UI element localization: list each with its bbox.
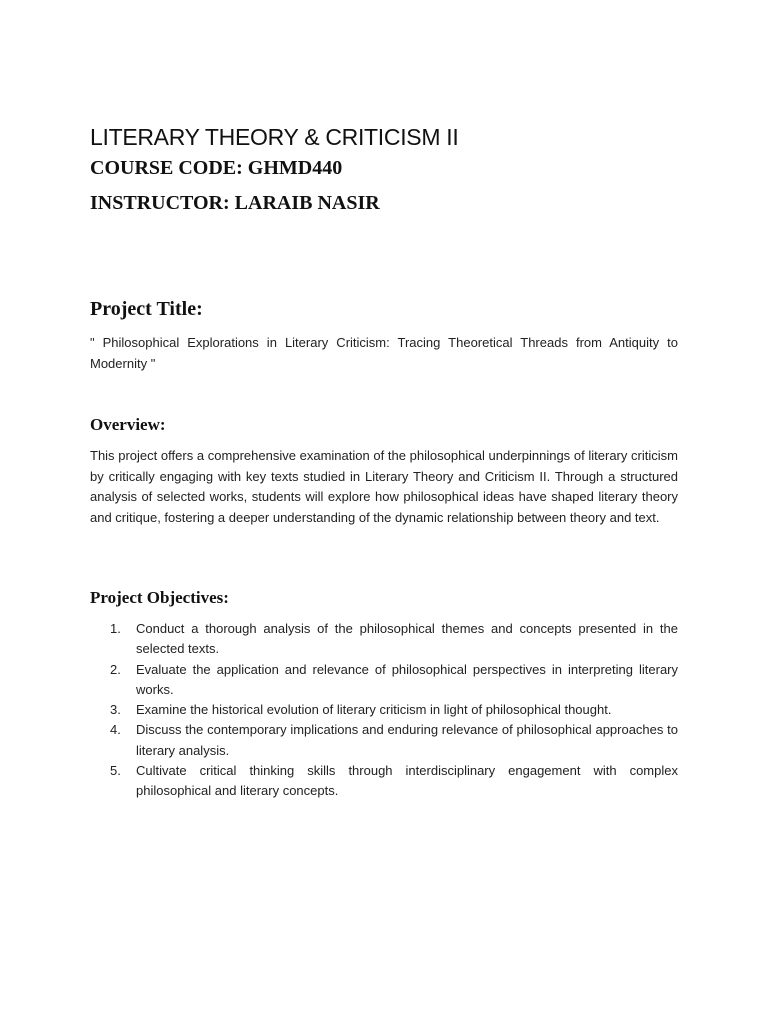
overview-heading: Overview: — [90, 415, 166, 434]
course-code: COURSE CODE: GHMD440 — [90, 157, 343, 179]
objective-number: 1. — [110, 621, 121, 636]
objective-number: 3. — [110, 702, 121, 718]
objectives-heading: Project Objectives: — [90, 588, 229, 607]
objective-item — [110, 720, 678, 761]
objective-text: Conduct a thorough analysis of the philosophical themes and concepts presented in the selected texts. — [136, 621, 678, 657]
objective-item — [110, 761, 678, 802]
objective-text: Discuss the contemporary implications and enduring relevance of philosophical approaches to literary analysis. — [136, 722, 678, 758]
objective-text: Evaluate the application and relevance of philosophical perspectives in interpreting literary works. — [136, 661, 678, 697]
objective-number: 4. — [110, 722, 121, 738]
objective-item — [110, 700, 678, 720]
project-title-heading: Project Title: — [90, 298, 203, 320]
objectives-list — [110, 619, 678, 802]
course-title: LITERARY THEORY & CRITICISM II — [90, 124, 459, 150]
project-title-text: " Philosophical Explorations in Literary Criticism: Tracing Theoretical Threads from Antiquity to Modernity " — [90, 335, 678, 371]
objective-text: Examine the historical evolution of literary criticism in light of philosophical thought. — [136, 702, 612, 718]
overview-text: This project offers a comprehensive examination of the philosophical underpinnings of literary criticism by critically engaging with key texts studied in Literary Theory and Criticism II. Through a structured analysis of selected works, students will explore how philosophical ideas have shaped literary theory and critique, fostering a deeper understanding of the dynamic relationship between theory and text. — [90, 448, 678, 525]
objective-text: Cultivate critical thinking skills through interdisciplinary engagement with complex philosophical and literary concepts. — [136, 763, 678, 799]
objective-item — [110, 619, 678, 660]
objective-item — [110, 660, 678, 701]
objective-number: 5. — [110, 763, 121, 779]
instructor-name: INSTRUCTOR: LARAIB NASIR — [90, 192, 380, 214]
objective-number: 2. — [110, 661, 121, 677]
